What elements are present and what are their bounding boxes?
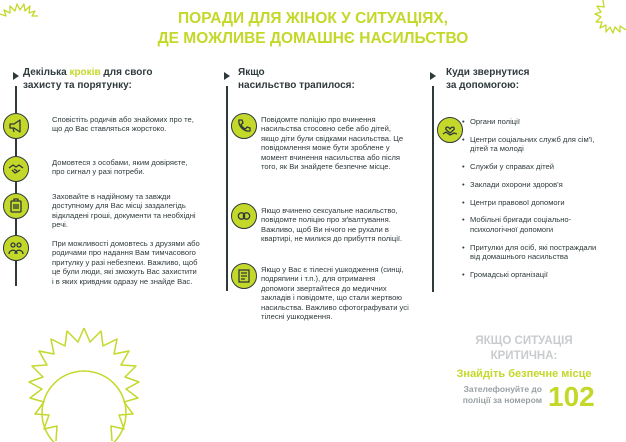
critical-call-line-1: Зателефонуйте до [463,384,542,394]
page-title [0,9,626,49]
help-list-item: • Заклади охорони здоров'я [462,180,608,189]
police-number: 102 [548,381,595,412]
hand-heart-icon [437,117,463,143]
column-2-item-2: Якщо вчинено сексуальне насильство, повідомте поліцію про зґвалтування. Важливо, щоб Ви нічого не рухали в квартирі, не милися до прибуття поліції. [261,206,403,244]
critical-safe-place: Знайдіть безпечне місце [456,368,592,380]
help-list-item: • Центри соціальних служб для сім'ї, дітей та молоді [462,135,608,154]
column-1-heading-post: для свого [100,67,153,78]
title-line-2: ДЕ МОЖЛИВЕ ДОМАШНЄ НАСИЛЬСТВО [157,30,469,47]
column-1-item-4: При можливості домовтесь з друзями або родичами про надання Вам тимчасового притулку у разі небезпеки. Важливо, щоб це були люди, які зможуть Вас захистити і в яких кривдник одразу не знайде Вас. [52,239,200,286]
column-3-heading-line-1: Куди звернутися [446,67,530,78]
column-3-heading [446,66,606,92]
help-list-item: • Мобільні бригади соціально-психологічної допомоги [462,215,608,234]
column-2-item-3: Якщо у Вас є тілесні ушкодження (синці, подряпини і т.п.), для отримання допомоги звертайтеся до медичних закладів і повідомте, що стали жертвою насильства. Важливо сфотографувати усі тілесні ушкодження. [261,265,409,322]
column-1-heading-pre: Декілька [23,67,70,78]
help-list [462,117,608,288]
column-1-arrow [13,72,19,80]
sun-decoration-bottom-left [0,318,170,442]
safe-lock-icon [3,193,29,219]
column-3-heading-line-2: за допомогою: [446,80,520,91]
phone-icon [231,113,257,139]
critical-heading-line-2: КРИТИЧНА: [490,350,558,362]
column-1-item-1: Сповістіть родичів або знайомих про те, що до Вас ставляться жорстоко. [52,115,194,134]
handshake-icon [3,156,29,182]
document-icon [231,263,257,289]
gender-icon [231,203,257,229]
column-2-item-1: Повідомте поліцію про вчинення насильства стосовно себе або дітей, якщо діти були свідками насильства. Це повідомлення може бути зроблене у момент вчинення насильства або після того, як Ви знайдете безпечне місце. [261,115,404,172]
column-2-heading [238,66,408,92]
column-2-heading-line-1: Якщо [238,67,265,78]
help-list-item: • Притулки для осіб, які постраждали від домашнього насильства [462,243,608,262]
column-1-heading-line-2: захисту та порятунку: [23,80,132,91]
title-line-1: ПОРАДИ ДЛЯ ЖІНОК У СИТУАЦІЯХ, [178,10,448,27]
column-1-heading [23,66,198,92]
help-list-item: • Служби у справах дітей [462,162,608,171]
column-2-heading-line-2: насильство трапилося: [238,80,355,91]
help-list-item: • Громадські організації [462,270,608,279]
column-1-item-2: Домовтеся з особами, яким довіряєте, про сигнал у разі потреби. [52,158,188,177]
column-2-line [226,86,228,291]
megaphone-icon [3,113,29,139]
help-list-item: • Центри правової допомоги [462,198,608,207]
column-3-line [432,86,434,292]
help-list-item: • Органи поліції [462,117,608,126]
column-1-heading-highlight: кроків [69,67,101,78]
critical-heading-line-1: ЯКЩО СИТУАЦІЯ [475,335,573,347]
column-2-arrow [224,72,230,80]
column-1-item-3: Заховайте в надійному та завжди доступному для Вас місці заздалегідь відкладені гроші, документи та необхідні речі. [52,192,196,230]
column-3-arrow [430,72,436,80]
group-icon [3,235,29,261]
critical-call-line-2: поліції за номером [462,395,542,405]
